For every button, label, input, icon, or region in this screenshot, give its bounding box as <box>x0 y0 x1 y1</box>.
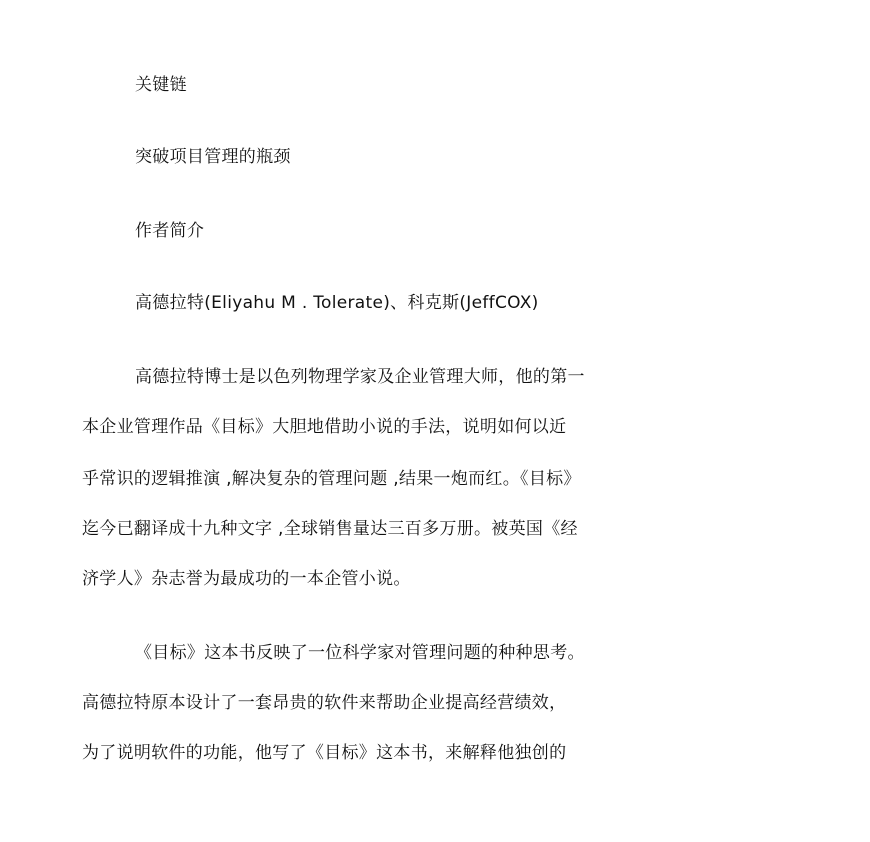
paragraph-line: 为了说明软件的功能，他写了《目标》这本书，来解释他独创的 <box>82 743 567 763</box>
paragraph-line: 迄今已翻译成十九种文字 ,全球销售量达三百多万册。被英国《经 <box>82 519 578 539</box>
book-title: 关键链 <box>135 75 187 95</box>
paragraph-line: 高德拉特博士是以色列物理学家及企业管理大师，他的第一 <box>135 367 585 387</box>
paragraph-line: 本企业管理作品《目标》大胆地借助小说的手法，说明如何以近 <box>82 417 567 437</box>
book-subtitle: 突破项目管理的瓶颈 <box>135 147 291 167</box>
paragraph-line: 济学人》杂志誉为最成功的一本企管小说。 <box>82 569 411 589</box>
paragraph-line: 乎常识的逻辑推演 ,解决复杂的管理问题 ,结果一炮而红。《目标》 <box>82 469 581 489</box>
paragraph-line: 《目标》这本书反映了一位科学家对管理问题的种种思考。 <box>135 643 585 663</box>
section-heading: 作者简介 <box>135 221 205 241</box>
paragraph-line: 高德拉特原本设计了一套昂贵的软件来帮助企业提高经营绩效， <box>82 693 567 713</box>
author-names: 高德拉特(Eliyahu M . Tolerate)、科克斯(JeffCOX) <box>135 293 539 313</box>
